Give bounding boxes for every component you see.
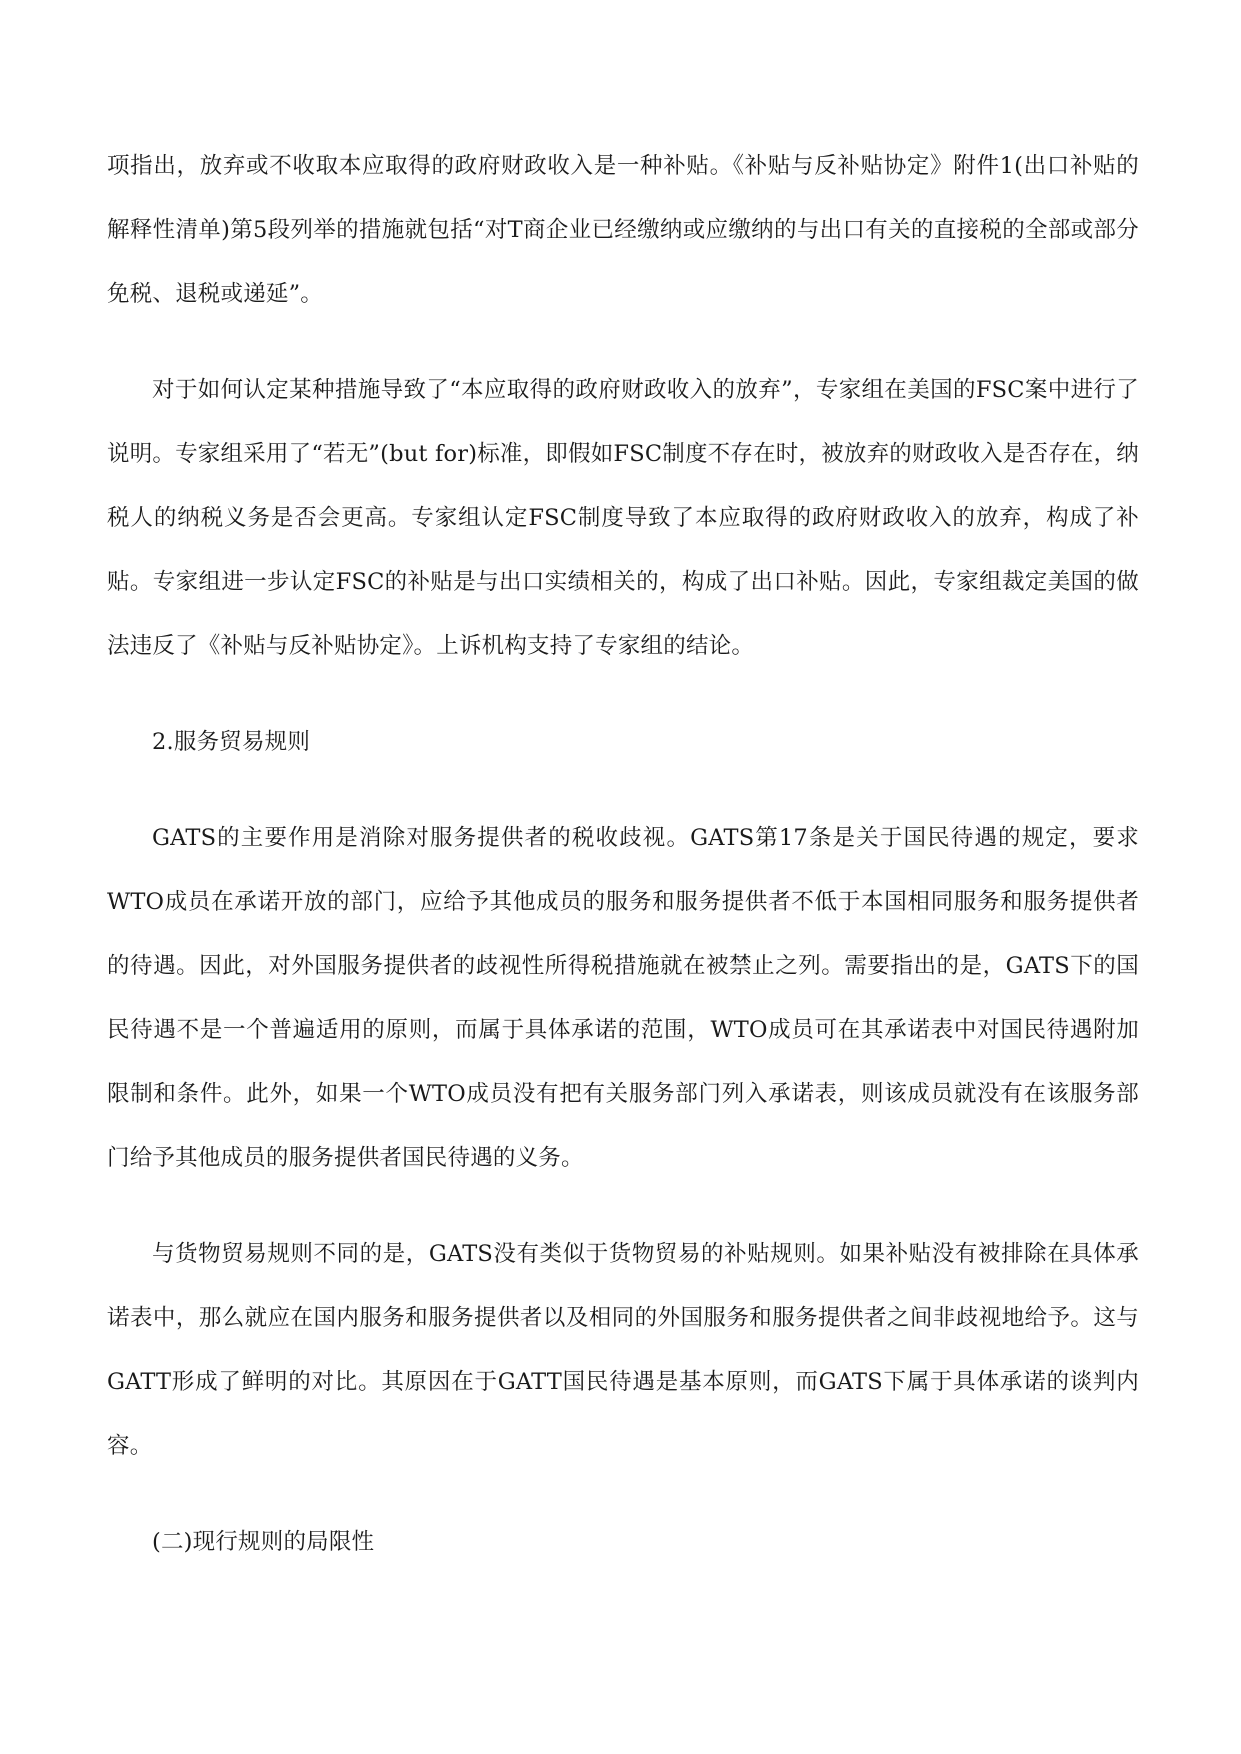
section-heading-limitations: (二)现行规则的局限性 bbox=[152, 1529, 375, 1555]
paragraph-gats-subsidy-rules: 与货物贸易规则不同的是，GATS没有类似于货物贸易的补贴规则。如果补贴没有被排除在具体承诺表中，那么就应在国内服务和服务提供者以及相同的外国服务和服务提供者之间非歧视地给予。这与GATT形成了鲜明的对比。其原因在于GATT国民待遇是基本原则，而GATS下属于具体承诺的谈判内容。 bbox=[107, 1241, 1139, 1459]
paragraph-gats-national-treatment: GATS的主要作用是消除对服务提供者的税收歧视。GATS第17条是关于国民待遇的规定，要求WTO成员在承诺开放的部门，应给予其他成员的服务和服务提供者不低于本国相同服务和服务提供者的待遇。因此，对外国服务提供者的歧视性所得税措施就在被禁止之列。需要指出的是，GATS下的国民待遇不是一个普遍适用的原则，而属于具体承诺的范围，WTO成员可在其承诺表中对国民待遇附加限制和条件。此外，如果一个WTO成员没有把有关服务部门列入承诺表，则该成员就没有在该服务部门给予其他成员的服务提供者国民待遇的义务。 bbox=[107, 825, 1139, 1171]
section-heading-services-trade: 2.服务贸易规则 bbox=[152, 729, 311, 755]
document-body bbox=[107, 134, 1139, 1606]
paragraph-subsidy-definition: 项指出，放弃或不收取本应取得的政府财政收入是一种补贴。《补贴与反补贴协定》附件1(出口补贴的解释性清单)第5段列举的措施就包括“对T商企业已经缴纳或应缴纳的与出口有关的直接税的全部或部分免税、退税或递延”。 bbox=[107, 153, 1139, 307]
paragraph-fsc-case: 对于如何认定某种措施导致了“本应取得的政府财政收入的放弃”，专家组在美国的FSC案中进行了说明。专家组采用了“若无”(but for)标准，即假如FSC制度不存在时，被放弃的财政收入是否存在，纳税人的纳税义务是否会更高。专家组认定FSC制度导致了本应取得的政府财政收入的放弃，构成了补贴。专家组进一步认定FSC的补贴是与出口实绩相关的，构成了出口补贴。因此，专家组裁定美国的做法违反了《补贴与反补贴协定》。上诉机构支持了专家组的结论。 bbox=[107, 377, 1139, 659]
